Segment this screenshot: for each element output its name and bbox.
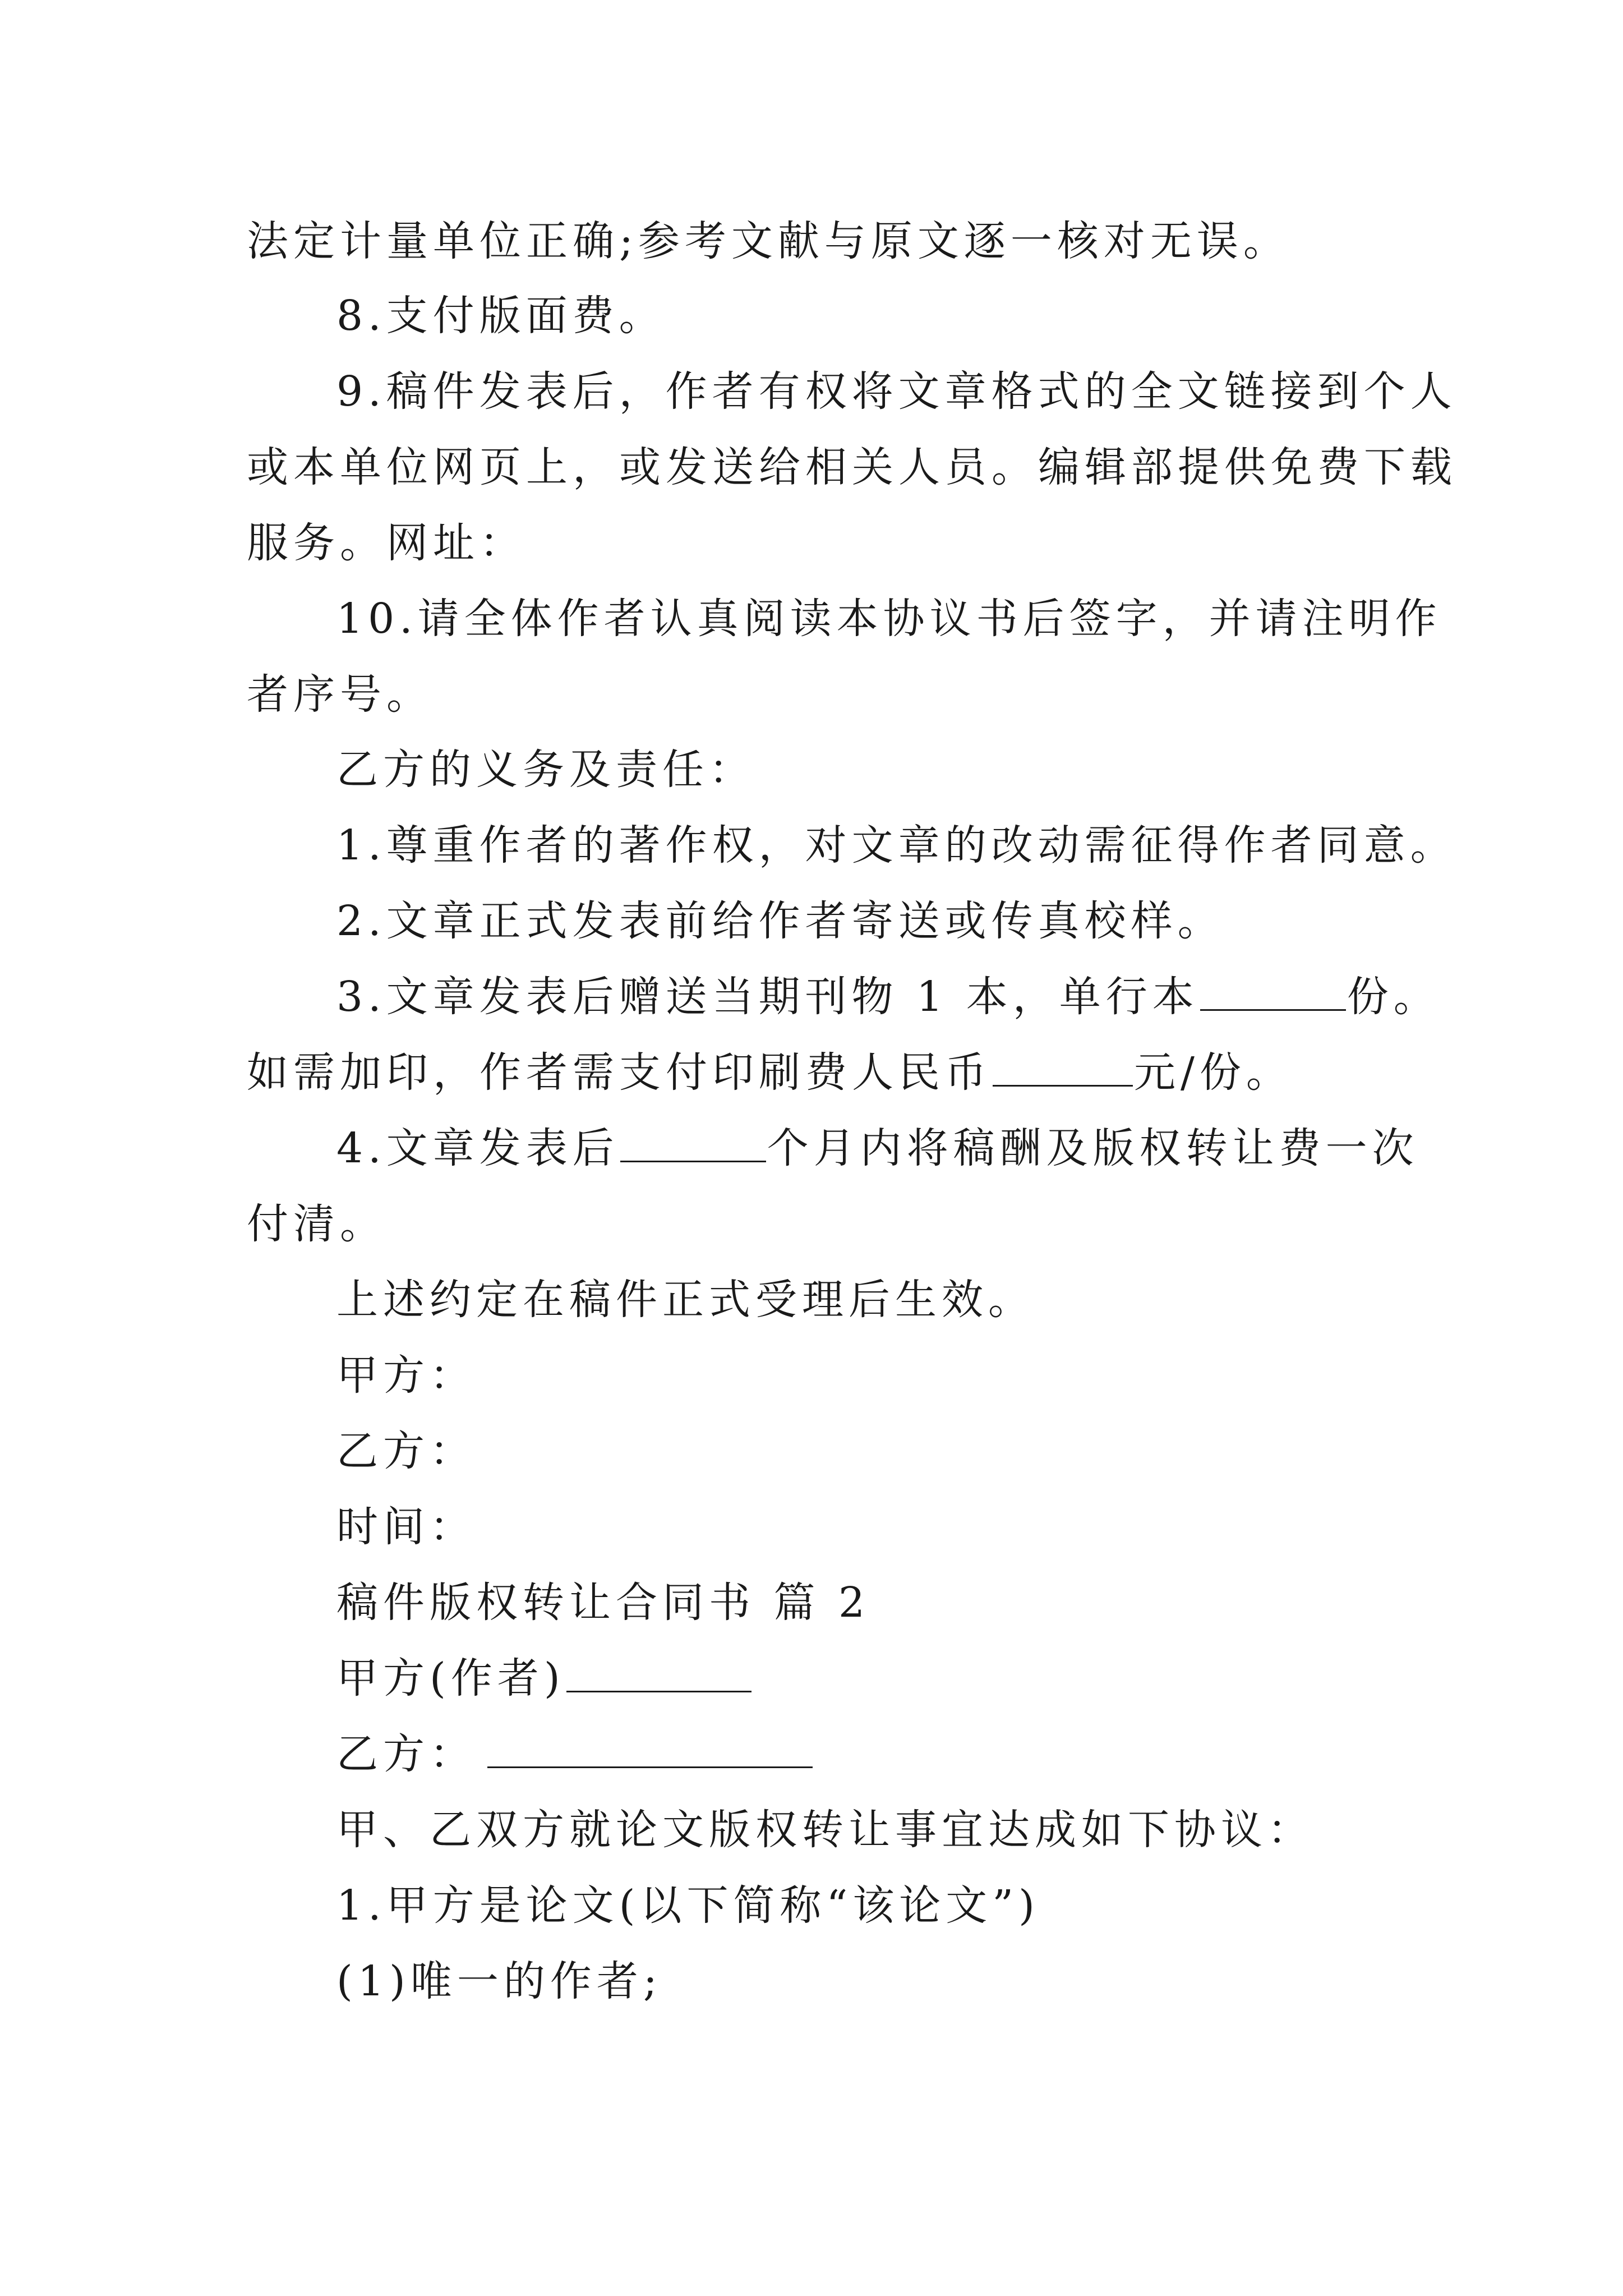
- line-text-before: 甲方(作者): [336, 1654, 565, 1703]
- paragraph-line: 甲、乙双方就论文版权转让事宜达成如下协议：: [336, 1806, 1314, 1854]
- paragraph-line: 付清。: [247, 1200, 386, 1248]
- paragraph-line: 10.请全体作者认真阅读本协议书后签字，并请注明作: [336, 595, 1442, 643]
- paragraph-line-with-blank: [247, 1045, 1293, 1101]
- fill-in-blank[interactable]: [487, 1733, 813, 1768]
- fill-in-blank[interactable]: [993, 1051, 1133, 1087]
- paragraph-line: 1.甲方是论文(以下简称“该论文”): [336, 1881, 1040, 1930]
- line-text-after: 元/份。: [1134, 1048, 1293, 1097]
- line-text-after: 个月内将稿酬及版权转让费一次: [767, 1124, 1419, 1172]
- paragraph-line: 8.支付版面费。: [336, 292, 666, 340]
- line-text-before: 乙方：: [336, 1730, 476, 1778]
- fill-in-blank[interactable]: [620, 1127, 766, 1162]
- paragraph-line: 者序号。: [247, 670, 433, 719]
- party-a-line: [336, 1650, 753, 1706]
- paragraph-line: 1.尊重作者的著作权，对文章的改动需征得作者同意。: [336, 821, 1457, 869]
- paragraph-line-with-blank: [336, 1120, 1419, 1176]
- paragraph-line: 或本单位网页上，或发送给相关人员。编辑部提供免费下载: [247, 443, 1457, 491]
- signature-label-party-a: 甲方：: [336, 1351, 476, 1400]
- section-heading: 乙方的义务及责任：: [336, 746, 755, 794]
- party-b-line: [336, 1726, 814, 1782]
- paragraph-line: (1)唯一的作者;: [336, 1957, 662, 2005]
- paragraph-line: 服务。网址：: [247, 519, 526, 567]
- line-text-before: 3.文章发表后赠送当期刊物 1 本，单行本: [336, 973, 1199, 1021]
- paragraph-line-with-blank: [336, 969, 1440, 1025]
- signature-label-party-b: 乙方：: [336, 1427, 476, 1475]
- line-text-before: 如需加印，作者需支付印刷费人民币: [247, 1048, 992, 1097]
- line-text-after: 份。: [1347, 973, 1440, 1021]
- fill-in-blank[interactable]: [1200, 976, 1346, 1011]
- paragraph-line: 上述约定在稿件正式受理后生效。: [336, 1276, 1035, 1324]
- line-text-before: 4.文章发表后: [336, 1124, 619, 1172]
- signature-label-date: 时间：: [336, 1503, 476, 1551]
- section-title: 稿件版权转让合同书 篇 2: [336, 1579, 870, 1627]
- paragraph-line: 9.稿件发表后，作者有权将文章格式的全文链接到个人: [336, 367, 1457, 416]
- fill-in-blank[interactable]: [566, 1657, 751, 1692]
- paragraph-line: 法定计量单位正确;参考文献与原文逐一核对无误。: [247, 217, 1290, 265]
- paragraph-line: 2.文章正式发表前给作者寄送或传真校样。: [336, 897, 1224, 945]
